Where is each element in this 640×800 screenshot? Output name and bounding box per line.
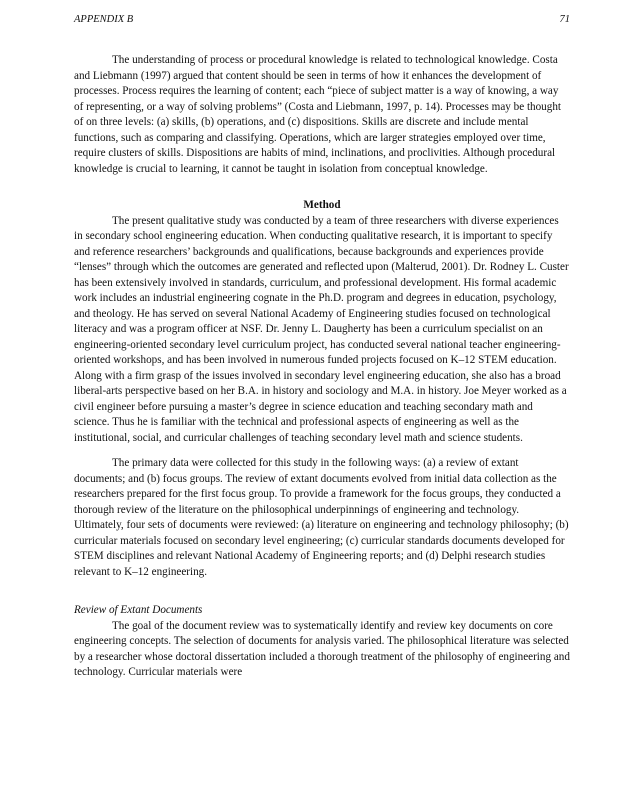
paragraph-procedural-knowledge: The understanding of process or procedural knowledge is related to technological knowledge. Costa and Liebmann (1997) argued that content should be seen in terms of how it enhances the development of processes. Process requires the learning of content; each “piece of subject matter is a way of knowing, a way of representing, or a way of solving problems” (Costa and Liebmann, 1997, p. 14). Processes may be thought of on three levels: (a) skills, (b) operations, and (c) dispositions. Skills are discrete and include mental functions, such as comparing and classifying. Operations, which are larger strategies employed over time, require clusters of skills. Dispositions are habits of mind, inclinations, and proclivities. Although procedural knowledge is crucial to learning, it cannot be taught in isolation from conceptual knowledge.: [74, 54, 561, 175]
running-header: [74, 12, 570, 28]
paragraph-document-review: The goal of the document review was to systematically identify and review key documents on core engineering concepts. The selection of documents for analysis varied. The philosophical literature was selected by a researcher whose doctoral dissertation included a thorough treatment of the philosophy of engineering and technology. Curricular materials were: [74, 619, 570, 678]
section-heading-method: Method: [303, 199, 341, 211]
subsection-heading-review: Review of Extant Documents: [74, 604, 203, 616]
paragraph-researchers: The present qualitative study was conducted by a team of three researchers with diverse experiences in secondary school engineering education. When conducting qualitative research, it is important to specify and reference researchers’ backgrounds and qualifications, because backgrounds and experiences provide “lenses” through which the outcomes are generated and reflected upon (Malterud, 2001). Dr. Rodney L. Custer has been extensively involved in standards, curriculum, and professional development. His formal academic work includes an industrial engineering cognate in the Ph.D. program and degrees in education, psychology, and theology. He has served on several National Academy of Engineering studies focused on technological literacy and was a program officer at NSF. Dr. Jenny L. Daugherty has been a curriculum specialist on an engineering-oriented secondary level curriculum project, has conducted several national teacher engineering-oriented workshops, and has been involved in numerous funded projects focused on K–12 STEM education. Along with a firm grasp of the issues involved in secondary level engineering education, she also has a broad liberal-arts perspective based on her B.A. in history and sociology and M.A. in history. Joe Meyer worked as a civil engineer before pursuing a master’s degree in science education and teaching secondary math and science. Thus he is familiar with the technical and professional aspects of engineering as well as the institutional, social, and curricular challenges of teaching secondary level math and science students.: [74, 214, 569, 444]
body-text: [74, 53, 570, 681]
document-page: [74, 12, 570, 681]
page-number: 71: [559, 14, 570, 25]
paragraph-data-collection: The primary data were collected for this study in the following ways: (a) a review of extant documents; and (b) focus groups. The review of extant documents evolved from initial data collection as the researchers prepared for the first focus group. To provide a framework for the focus groups, they conducted a thorough review of the literature on the philosophical underpinnings of engineering and technology. Ultimately, four sets of documents were reviewed: (a) literature on engineering and technology philosophy; (b) curricular materials focused on secondary level engineering; (c) curricular standards documents developed for STEM disciplines and relevant National Academy of Engineering reports; and (d) Delphi research studies relevant to K–12 engineering.: [74, 457, 569, 578]
appendix-label: APPENDIX B: [74, 14, 134, 25]
